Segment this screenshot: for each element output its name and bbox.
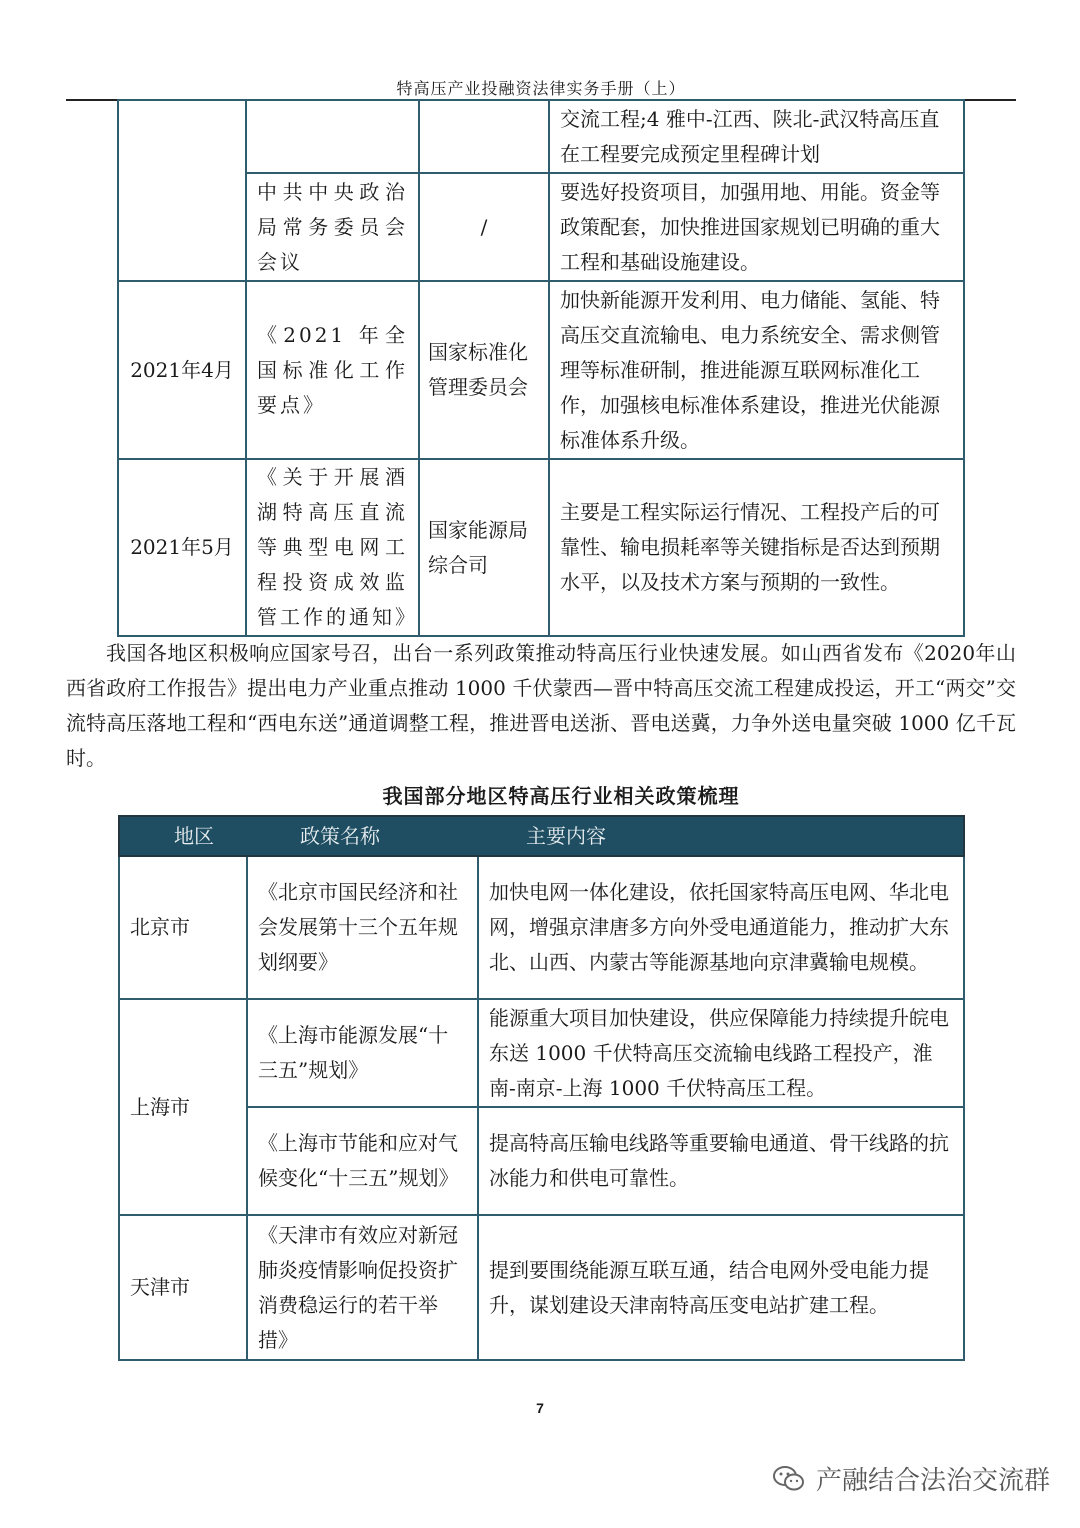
content-cell: 加快电网一体化建设，依托国家特高压电网、华北电网，增强京津唐多方向外受电通道能力，推动扩大东北、山西、内蒙古等能源基地向京津冀输电规模。 [478, 856, 964, 999]
region-cell: 天津市 [119, 1215, 247, 1360]
doc-cell: 中共中央政治局常务委员会会议 [246, 173, 419, 281]
table-header [119, 816, 964, 856]
content-cell: 交流工程;4 雅中-江西、陕北-武汉特高压直在工程要完成预定里程碑计划 [549, 100, 964, 173]
org-cell [419, 100, 549, 173]
table-row [118, 459, 964, 636]
policy-cell: 《上海市能源发展“十三五”规划》 [247, 999, 478, 1107]
org-cell: 国家标准化管理委员会 [419, 281, 549, 459]
table-caption: 我国部分地区特高压行业相关政策梳理 [382, 784, 740, 808]
date-cell: 2021年5月 [118, 459, 246, 636]
watermark [772, 1460, 1050, 1497]
region-cell: 上海市 [119, 999, 247, 1215]
table-header-row [119, 816, 964, 856]
date-cell [118, 100, 246, 281]
page-number: 7 [536, 1400, 544, 1416]
content-cell: 要选好投资项目，加强用地、用能。资金等政策配套，加快推进国家规划已明确的重大工程和基础设施建设。 [549, 173, 964, 281]
content-cell: 主要是工程实际运行情况、工程投产后的可靠性、输电损耗率等关键指标是否达到预期水平，以及技术方案与预期的一致性。 [549, 459, 964, 636]
content-cell: 加快新能源开发利用、电力储能、氢能、特高压交直流输电、电力系统安全、需求侧管理等标准研制，推进能源互联网标准化工作，加强核电标准体系建设，推进光伏能源标准体系升级。 [549, 281, 964, 459]
table-row [119, 856, 964, 999]
content-cell: 提高特高压输电线路等重要输电通道、骨干线路的抗冰能力和供电可靠性。 [478, 1107, 964, 1215]
date-cell: 2021年4月 [118, 281, 246, 459]
body-paragraph: 我国各地区积极响应国家号召，出台一系列政策推动特高压行业快速发展。如山西省发布《2020年山西省政府工作报告》提出电力产业重点推动 1000 千伏蒙西—晋中特高压交流工程建成投运，开工“两交”交流特高压落地工程和“西电东送”通道调整工程，推进晋电送浙、晋电送冀，力争外送电量突破 1000 亿千瓦时。 [66, 641, 1016, 770]
region-cell: 北京市 [119, 856, 247, 999]
table-row [118, 100, 964, 173]
org-cell: / [419, 173, 549, 281]
policy-table-regional [118, 815, 965, 1361]
policy-cell: 《北京市国民经济和社会发展第十三个五年规划纲要》 [247, 856, 478, 999]
policy-cell: 《上海市节能和应对气候变化“十三五”规划》 [247, 1107, 478, 1215]
org-cell: 国家能源局综合司 [419, 459, 549, 636]
doc-cell: 《2021 年全国标准化工作要点》 [246, 281, 419, 459]
header-policy: 政策名称 [300, 823, 380, 848]
content-cell: 提到要围绕能源互联互通，结合电网外受电能力提升，谋划建设天津南特高压变电站扩建工程。 [478, 1215, 964, 1360]
header-content: 主要内容 [526, 823, 606, 848]
table-row [119, 999, 964, 1107]
header-region: 地区 [174, 823, 214, 848]
policy-cell: 《天津市有效应对新冠肺炎疫情影响促投资扩消费稳运行的若干举措》 [247, 1215, 478, 1360]
doc-cell: 《关于开展酒湖特高压直流等典型电网工程投资成效监管工作的通知》 [246, 459, 419, 636]
running-header: 特高压产业投融资法律实务手册（上） [396, 79, 686, 98]
table-row [119, 1215, 964, 1360]
policy-table-national [117, 99, 965, 637]
table-row [118, 281, 964, 459]
doc-cell [246, 100, 419, 173]
wechat-icon [772, 1464, 806, 1494]
content-cell: 能源重大项目加快建设，供应保障能力持续提升皖电东送 1000 千伏特高压交流输电线路工程投产，淮南-南京-上海 1000 千伏特高压工程。 [478, 999, 964, 1107]
watermark-text: 产融结合法治交流群 [815, 1466, 1050, 1496]
